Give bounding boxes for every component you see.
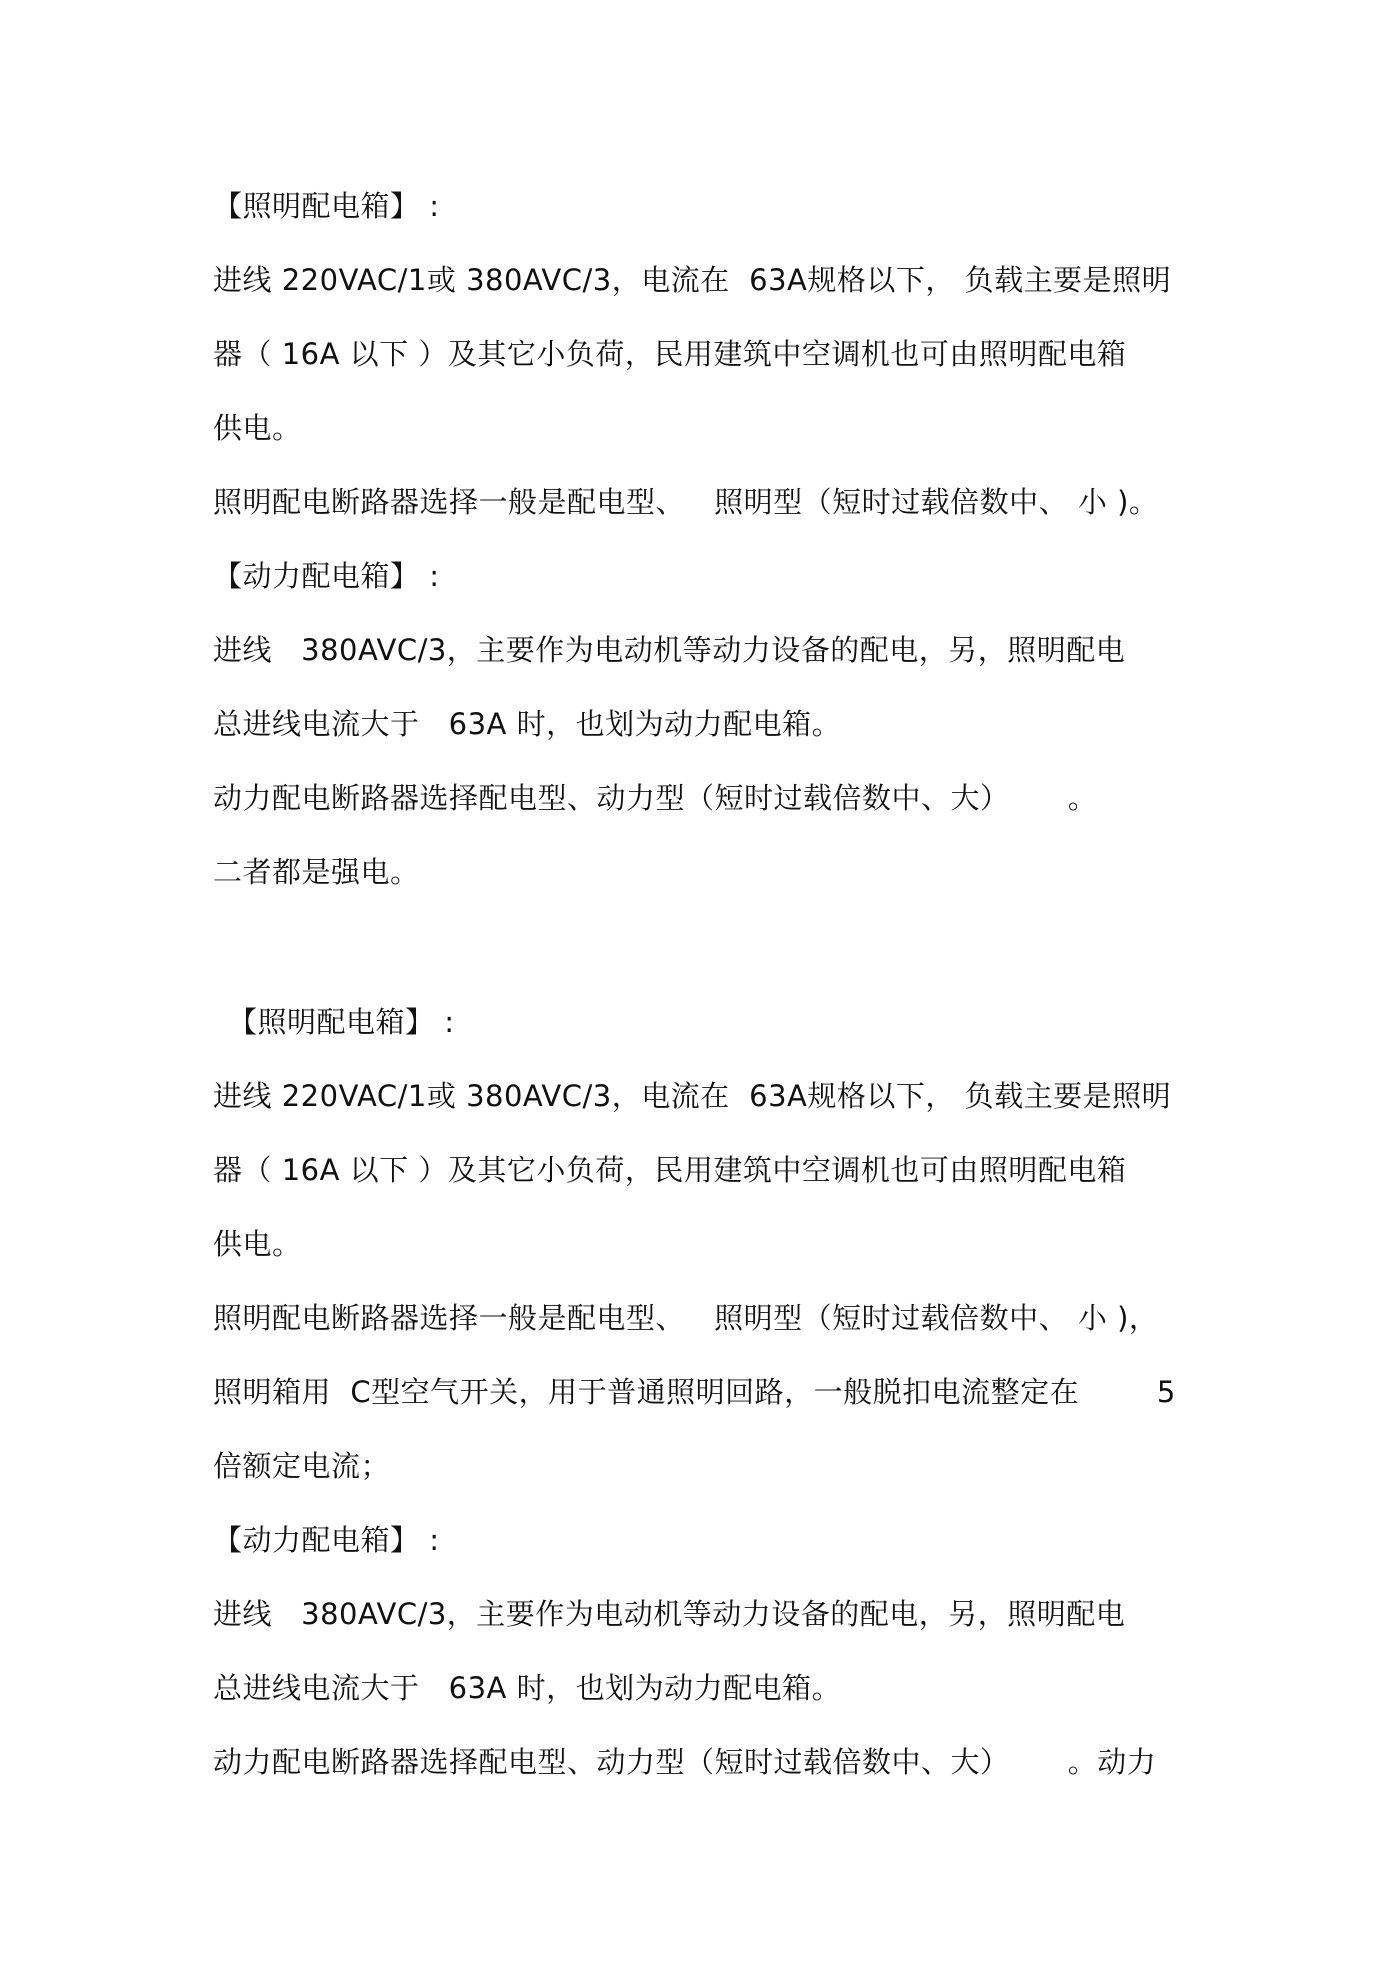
- paragraph-line: 进线 220VAC/1或 380AVC/3，电流在 63A规格以下， 负载主要是照明: [213, 1079, 1172, 1113]
- paragraph-line: 器（ 16A 以下 ）及其它小负荷，民用建筑中空调机也可由照明配电箱: [213, 337, 1127, 371]
- paragraph-line: 进线 220VAC/1或 380AVC/3，电流在 63A规格以下， 负载主要是照明: [213, 263, 1172, 297]
- power-box-heading: 【动力配电箱】 :: [213, 559, 440, 593]
- paragraph-line: 进线 380AVC/3，主要作为电动机等动力设备的配电，另，照明配电: [213, 1597, 1126, 1631]
- paragraph-line: 照明配电断路器选择一般是配电型、 照明型（短时过载倍数中、 小 )。: [213, 485, 1159, 519]
- paragraph-line: 照明箱用 C型空气开关，用于普通照明回路，一般脱扣电流整定在 5: [213, 1375, 1176, 1409]
- paragraph-line: 动力配电断路器选择配电型、动力型（短时过载倍数中、大） 。动力: [213, 1745, 1157, 1779]
- closing-line: 二者都是强电。: [213, 855, 420, 889]
- lighting-box-heading: 【照明配电箱】 :: [228, 1005, 455, 1039]
- paragraph-line: 供电。: [213, 411, 302, 445]
- paragraph-line: 进线 380AVC/3，主要作为电动机等动力设备的配电，另，照明配电: [213, 633, 1126, 667]
- paragraph-line: 动力配电断路器选择配电型、动力型（短时过载倍数中、大） 。: [213, 781, 1098, 815]
- paragraph-line: 器（ 16A 以下 ）及其它小负荷，民用建筑中空调机也可由照明配电箱: [213, 1153, 1127, 1187]
- paragraph-line: 供电。: [213, 1227, 302, 1261]
- paragraph-line: 照明配电断路器选择一般是配电型、 照明型（短时过载倍数中、 小 )，: [213, 1301, 1159, 1335]
- paragraph-line: 倍额定电流；: [213, 1449, 391, 1483]
- paragraph-line: 总进线电流大于 63A 时，也划为动力配电箱。: [213, 707, 842, 741]
- lighting-box-heading: 【照明配电箱】 :: [213, 189, 440, 223]
- paragraph-line: 总进线电流大于 63A 时，也划为动力配电箱。: [213, 1671, 842, 1705]
- power-box-heading: 【动力配电箱】 :: [213, 1523, 440, 1557]
